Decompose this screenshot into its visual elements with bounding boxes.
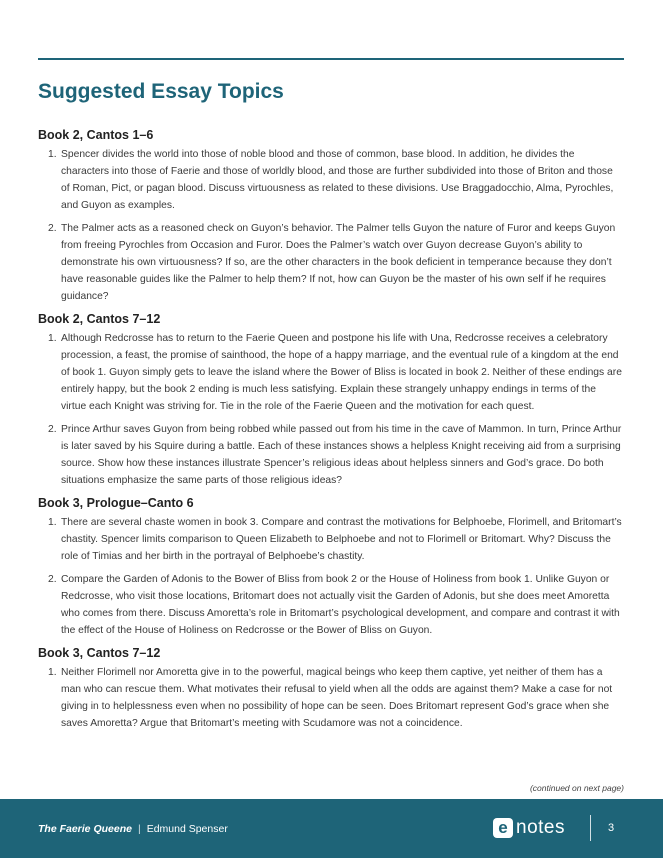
- topic-list: [38, 146, 624, 305]
- list-item: [38, 220, 624, 305]
- section-heading: Book 2, Cantos 1–6: [38, 128, 154, 142]
- item-text: Prince Arthur saves Guyon from being robbed while passed out from his time in the cave of Mammon. In turn, Prince Arthur is later saved by his Squire during a battle. Each of these instances shows a helpless Knight receiving aid from a surprising source. Show how these instances illustrate Spencer’s religious ideas about helpless sinners and God’s grace. Do both situations emphasize the same parts of those religious ideas?: [61, 424, 622, 486]
- author-name: Edmund Spenser: [146, 823, 228, 835]
- item-number: 2.: [48, 424, 57, 435]
- item-text: The Palmer acts as a reasoned check on Guyon’s behavior. The Palmer tells Guyon the nature of Furor and keeps Guyon from freeing Pyrochles from Occasion and Furor. Does the Palmer’s watch over Guyon decrease Guyon’s ability to demonstrate his own virtuousness? If so, are the other characters in the book deficient in temperance because they don’t have reasonable guides like the Palmer to help them? If not, how can Guyon be the master of his own self if he requires guidance?: [61, 223, 616, 302]
- section-book2-cantos7-12: [38, 311, 624, 489]
- topic-list: [38, 330, 624, 489]
- item-number: 1.: [48, 333, 57, 344]
- logo-wordmark: notes: [516, 817, 565, 838]
- item-text: Spencer divides the world into those of noble blood and those of common, base blood. In addition, he divides the characters into those of Faerie and those of worldly blood, and those are further subdivided into those of Briton and those of Roman, Pict, or pagan blood. Discuss virtuousness as related to these divisions. Use Braggadocchio, Alma, Pyrochles, and Guyon as examples.: [61, 149, 614, 211]
- item-number: 2.: [48, 574, 57, 585]
- continued-note: (continued on next page): [529, 783, 624, 793]
- item-text: Although Redcrosse has to return to the Faerie Queen and postpone his life with Una, Redcrosse receives a celebratory procession, a feast, the promise of sainthood, the hope of a happy marriage, and the eventual rule of a kingdom at the end of book 1. Guyon simply gets to leave the island where the Bower of Bliss is located in book 2. Neither of these endings are entirely happy, but the book 2 ending is much less satisfying. Explain these strangely unhappy endings in terms of the virtue each Knight was striving for. Tie in the role of the Faerie Queen and the motivation for each quest.: [61, 333, 622, 412]
- item-text: Compare the Garden of Adonis to the Bower of Bliss from book 2 or the House of Holiness from book 1. Unlike Guyon or Redcrosse, who visit those locations, Britomart does not actually visit the Garden of Adonis, but she does meet Amoretta who comes from there. Discuss Amoretta’s role in Britomart’s psychological development, and compare and contrast it with the effect of the House of Holiness on Redcrosse or the Bower of Bliss on Guyon.: [61, 574, 620, 636]
- book-title: The Faerie Queene: [38, 823, 132, 835]
- section-book2-cantos1-6: [38, 127, 624, 305]
- list-item: [38, 330, 624, 415]
- footer-separator: |: [137, 823, 141, 835]
- item-text: Neither Florimell nor Amoretta give in to the powerful, magical beings who keep them captive, yet neither of them has a man who can rescue them. What motivates their refusal to yield when all the odds are against them? Make a case for not giving in to helplessness even when no possibility of hope can be seen. Does Britomart represent God’s grace when she saves Amoretta? Argue that Britomart’s meeting with Scudamore was not a coincidence.: [61, 667, 613, 729]
- item-number: 1.: [48, 149, 57, 160]
- footer: [0, 799, 663, 858]
- page-number: 3: [608, 822, 615, 834]
- page-title: Suggested Essay Topics: [38, 80, 284, 103]
- topic-list: [38, 514, 624, 639]
- section-heading: Book 3, Prologue–Canto 6: [38, 496, 194, 510]
- section-book3-cantos7-12: [38, 645, 624, 732]
- essay-topics: [38, 127, 624, 738]
- list-item: [38, 664, 624, 732]
- list-item: [38, 514, 624, 565]
- item-text: There are several chaste women in book 3. Compare and contrast the motivations for Belphoebe, Florimell, and Britomart’s chastity. Spencer limits comparison to Queen Elizabeth to Belphoebe and not to Florimell or Britomart. Why? Discuss the role of Timias and her birth in the portrayal of Belphoebe’s chastity.: [61, 517, 622, 562]
- list-item: [38, 571, 624, 639]
- item-number: 1.: [48, 667, 57, 678]
- top-rule: [38, 58, 624, 60]
- logo-e-icon: e: [493, 818, 513, 838]
- section-heading: Book 3, Cantos 7–12: [38, 646, 161, 660]
- item-number: 1.: [48, 517, 57, 528]
- enotes-logo[interactable]: [493, 816, 565, 840]
- footer-book-info: [38, 823, 228, 835]
- section-book3-prologue-canto6: [38, 495, 624, 639]
- item-number: 2.: [48, 223, 57, 234]
- list-item: [38, 421, 624, 489]
- topic-list: [38, 664, 624, 732]
- list-item: [38, 146, 624, 214]
- section-heading: Book 2, Cantos 7–12: [38, 312, 161, 326]
- footer-divider: [590, 815, 591, 841]
